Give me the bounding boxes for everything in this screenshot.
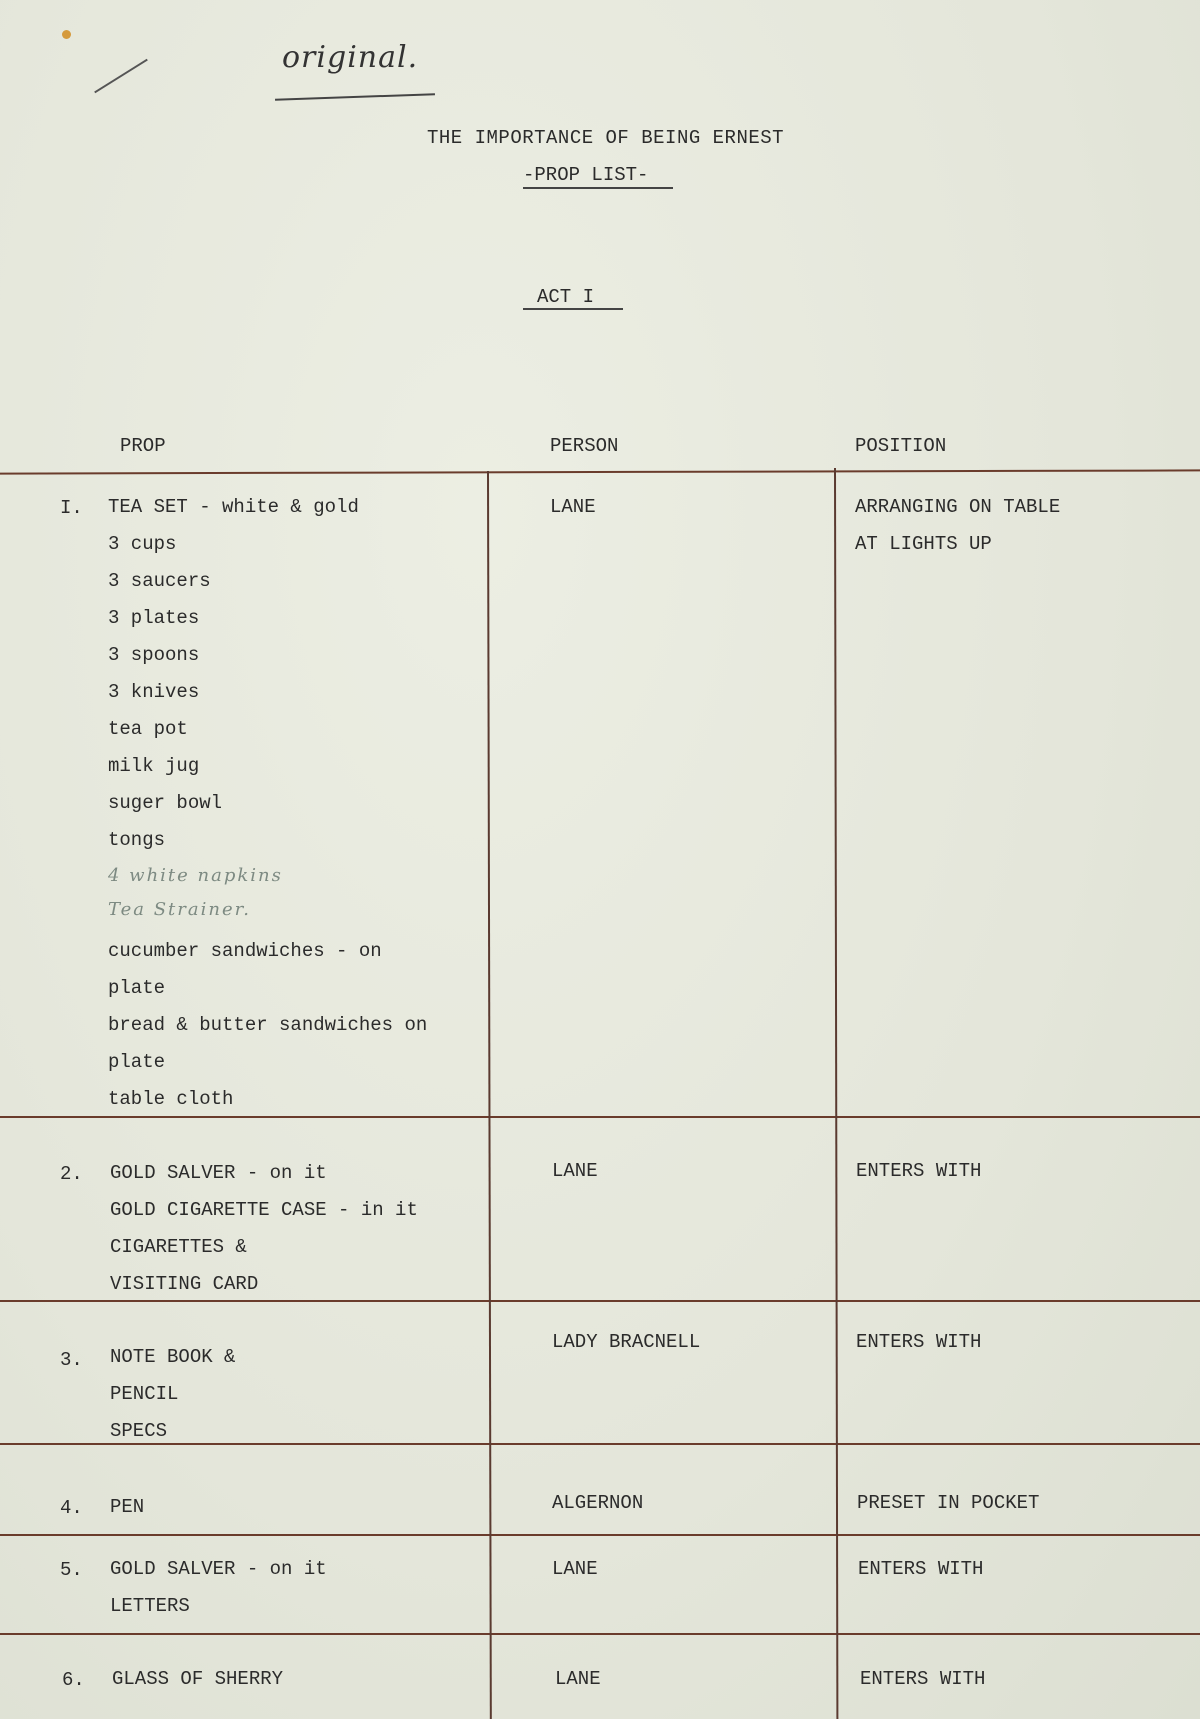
- prop-item: 3 plates: [108, 607, 200, 629]
- column-divider: [834, 468, 838, 1719]
- prop-item: milk jug: [108, 755, 200, 777]
- table-rule: [0, 1534, 1200, 1536]
- pen-stroke: [94, 59, 148, 94]
- prop-item: TEA SET - white & gold: [108, 496, 359, 518]
- position-line: ENTERS WITH: [856, 1331, 982, 1353]
- prop-item: SPECS: [110, 1420, 168, 1442]
- column-header-person: PERSON: [550, 435, 619, 457]
- prop-item: VISITING CARD: [110, 1273, 259, 1295]
- document-subtitle: -PROP LIST-: [523, 164, 649, 186]
- person-cell: LANE: [552, 1160, 598, 1182]
- prop-item: 3 saucers: [108, 570, 211, 592]
- prop-item: cucumber sandwiches - on: [108, 940, 382, 962]
- person-cell: LANE: [550, 496, 596, 518]
- prop-item: GOLD CIGARETTE CASE - in it: [110, 1199, 418, 1221]
- prop-cell: [110, 1551, 327, 1625]
- act-underline: [523, 308, 623, 310]
- column-header-prop: PROP: [120, 435, 166, 457]
- ink-spot: [62, 30, 71, 39]
- position-cell: [858, 1551, 983, 1588]
- row-number: 4.: [60, 1497, 83, 1519]
- document-title: THE IMPORTANCE OF BEING ERNEST: [427, 127, 785, 149]
- prop-cell: [112, 1661, 283, 1698]
- row-number: 5.: [60, 1559, 83, 1581]
- prop-item: GOLD SALVER - on it: [110, 1558, 327, 1580]
- person-cell: LANE: [552, 1558, 598, 1580]
- position-cell: [855, 489, 1060, 563]
- position-line: PRESET IN POCKET: [857, 1492, 1040, 1514]
- column-divider: [487, 471, 492, 1719]
- prop-item: PEN: [110, 1496, 145, 1518]
- prop-item: 3 spoons: [108, 644, 200, 666]
- handwritten-annotation: original.: [282, 40, 419, 75]
- prop-item: plate: [108, 977, 166, 999]
- table-rule: [0, 1633, 1200, 1635]
- person-cell: LANE: [555, 1668, 601, 1690]
- handwritten-prop-item: Tea Strainer.: [108, 899, 251, 920]
- person-cell: ALGERNON: [552, 1492, 644, 1514]
- subtitle-underline: [523, 187, 673, 189]
- annotation-underline: [275, 93, 435, 101]
- prop-item: CIGARETTES &: [110, 1236, 247, 1258]
- position-cell: [857, 1485, 1039, 1522]
- person-cell: LADY BRACNELL: [552, 1331, 701, 1353]
- position-line: ENTERS WITH: [856, 1160, 982, 1182]
- prop-item: NOTE BOOK &: [110, 1346, 236, 1368]
- handwritten-prop-item: 4 white napkins: [108, 865, 283, 886]
- prop-item: 3 cups: [108, 533, 177, 555]
- act-heading: ACT I: [537, 286, 595, 308]
- prop-item: suger bowl: [108, 792, 223, 814]
- prop-item: table cloth: [108, 1088, 234, 1110]
- position-line: ARRANGING ON TABLE: [855, 496, 1061, 518]
- position-line: ENTERS WITH: [860, 1668, 986, 1690]
- prop-item: plate: [108, 1051, 166, 1073]
- row-number: 6.: [62, 1669, 85, 1691]
- row-number: 3.: [60, 1349, 83, 1371]
- position-line: ENTERS WITH: [858, 1558, 984, 1580]
- prop-cell: [110, 1155, 418, 1303]
- position-cell: [856, 1153, 981, 1190]
- prop-cell: [108, 489, 427, 1118]
- prop-cell: [110, 1489, 144, 1526]
- table-rule: [0, 469, 1200, 474]
- position-line: AT LIGHTS UP: [855, 533, 992, 555]
- prop-item: 3 knives: [108, 681, 200, 703]
- prop-item: LETTERS: [110, 1595, 190, 1617]
- position-cell: [856, 1324, 981, 1361]
- position-cell: [860, 1661, 985, 1698]
- column-header-position: POSITION: [855, 435, 947, 457]
- prop-item: PENCIL: [110, 1383, 179, 1405]
- row-number: I.: [60, 497, 83, 519]
- prop-item: GLASS OF SHERRY: [112, 1668, 284, 1690]
- prop-cell: [110, 1339, 235, 1450]
- prop-item: GOLD SALVER - on it: [110, 1162, 327, 1184]
- prop-item: tongs: [108, 829, 166, 851]
- prop-item: tea pot: [108, 718, 188, 740]
- prop-item: bread & butter sandwiches on: [108, 1014, 428, 1036]
- row-number: 2.: [60, 1163, 83, 1185]
